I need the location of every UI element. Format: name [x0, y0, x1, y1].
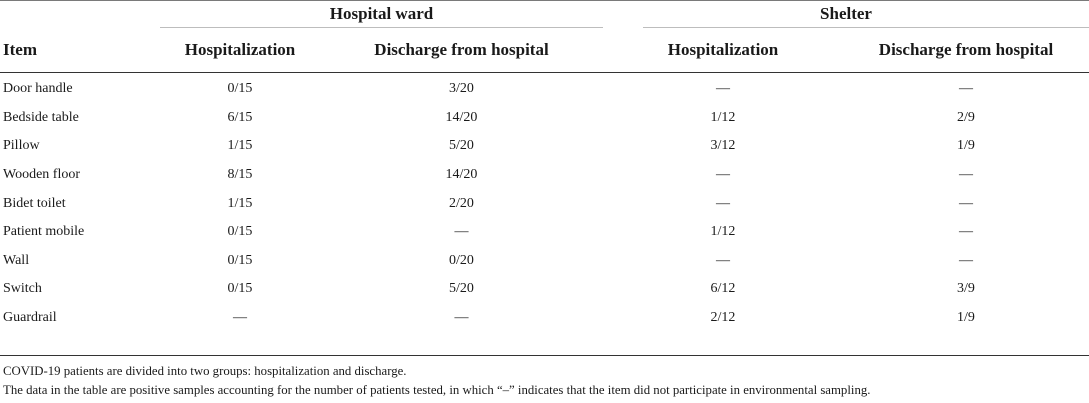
- group-header-shelter-label: Shelter: [820, 4, 872, 23]
- cell-ward-discharge: 5/20: [449, 281, 474, 297]
- group-header-spacer: [0, 0, 160, 28]
- cell-shelter-hospitalization: 6/12: [710, 281, 736, 297]
- cell-shelter-discharge: —: [959, 224, 973, 240]
- footnote-line-2: The data in the table are positive samples accounting for the number of patients tested, in which “–” indicates that the item did not participate in environmental sampling.: [3, 383, 871, 397]
- table-row: [0, 161, 1089, 190]
- table-row: [0, 132, 1089, 161]
- table-row: [0, 304, 1089, 333]
- cell-shelter-discharge: —: [959, 167, 973, 183]
- cell-shelter-hospitalization: 2/12: [710, 310, 736, 326]
- column-header-ward-discharge: Discharge from hospital: [320, 28, 603, 73]
- cell-ward-discharge: —: [454, 310, 469, 326]
- cell-ward-hospitalization: 6/15: [227, 109, 253, 125]
- cell-shelter-discharge: 2/9: [957, 109, 975, 125]
- column-header-ward-hospitalization: Hospitalization: [160, 28, 320, 73]
- cell-item: Door handle: [3, 81, 73, 97]
- group-header-shelter: [603, 0, 1089, 28]
- table-row: [0, 275, 1089, 304]
- cell-item: Pillow: [3, 138, 40, 154]
- cell-shelter-hospitalization: —: [716, 195, 730, 211]
- cell-shelter-hospitalization: —: [716, 81, 730, 97]
- footnote-line-1: COVID-19 patients are divided into two groups: hospitalization and discharge.: [3, 364, 407, 378]
- cell-item: Switch: [3, 281, 42, 297]
- cell-ward-hospitalization: 8/15: [227, 167, 253, 183]
- cell-ward-discharge: 14/20: [445, 109, 478, 125]
- cell-item: Bedside table: [3, 109, 79, 125]
- cell-ward-discharge: 0/20: [449, 252, 474, 268]
- cell-ward-hospitalization: 0/15: [227, 81, 253, 97]
- cell-shelter-discharge: 1/9: [957, 138, 975, 154]
- table-row: [0, 189, 1089, 218]
- group-underline-shelter: [643, 27, 1089, 28]
- cell-item: Guardrail: [3, 310, 57, 326]
- table-row: [0, 247, 1089, 276]
- column-header-shelter-discharge: Discharge from hospital: [843, 28, 1089, 73]
- cell-ward-discharge: —: [454, 224, 469, 240]
- cell-ward-hospitalization: 1/15: [227, 138, 253, 154]
- cell-ward-hospitalization: 0/15: [227, 252, 253, 268]
- column-header-row: [0, 28, 1089, 73]
- cell-ward-hospitalization: —: [233, 310, 247, 326]
- cell-ward-discharge: 14/20: [445, 167, 478, 183]
- cell-shelter-discharge: —: [959, 252, 973, 268]
- cell-shelter-discharge: 3/9: [957, 281, 975, 297]
- cell-shelter-discharge: 1/9: [957, 310, 975, 326]
- table-footnotes: [3, 362, 870, 400]
- cell-shelter-hospitalization: 1/12: [710, 109, 736, 125]
- column-header-item: Item: [0, 28, 160, 73]
- table-bottom-rule: [0, 355, 1089, 356]
- column-header-shelter-hospitalization: Hospitalization: [603, 28, 843, 73]
- cell-ward-hospitalization: 0/15: [227, 281, 253, 297]
- table-row: [0, 73, 1089, 104]
- cell-item: Wall: [3, 252, 30, 268]
- cell-ward-discharge: 2/20: [449, 195, 474, 211]
- cell-ward-hospitalization: 1/15: [227, 195, 253, 211]
- cell-shelter-hospitalization: 3/12: [710, 138, 736, 154]
- group-header-hospital-ward: [160, 0, 603, 28]
- cell-shelter-hospitalization: —: [716, 252, 730, 268]
- group-header-row: [0, 0, 1089, 28]
- table-row: [0, 218, 1089, 247]
- cell-item: Bidet toilet: [3, 195, 66, 211]
- cell-shelter-hospitalization: 1/12: [710, 224, 736, 240]
- cell-shelter-hospitalization: —: [716, 167, 730, 183]
- cell-item: Wooden floor: [3, 167, 81, 183]
- cell-shelter-discharge: —: [959, 81, 973, 97]
- cell-item: Patient mobile: [3, 224, 85, 240]
- table-row: [0, 104, 1089, 133]
- group-underline-hospital-ward: [160, 27, 603, 28]
- group-header-hospital-ward-label: Hospital ward: [329, 4, 434, 23]
- cell-shelter-discharge: —: [959, 195, 973, 211]
- cell-ward-discharge: 3/20: [449, 81, 474, 97]
- cell-ward-discharge: 5/20: [449, 138, 474, 154]
- cell-ward-hospitalization: 0/15: [227, 224, 253, 240]
